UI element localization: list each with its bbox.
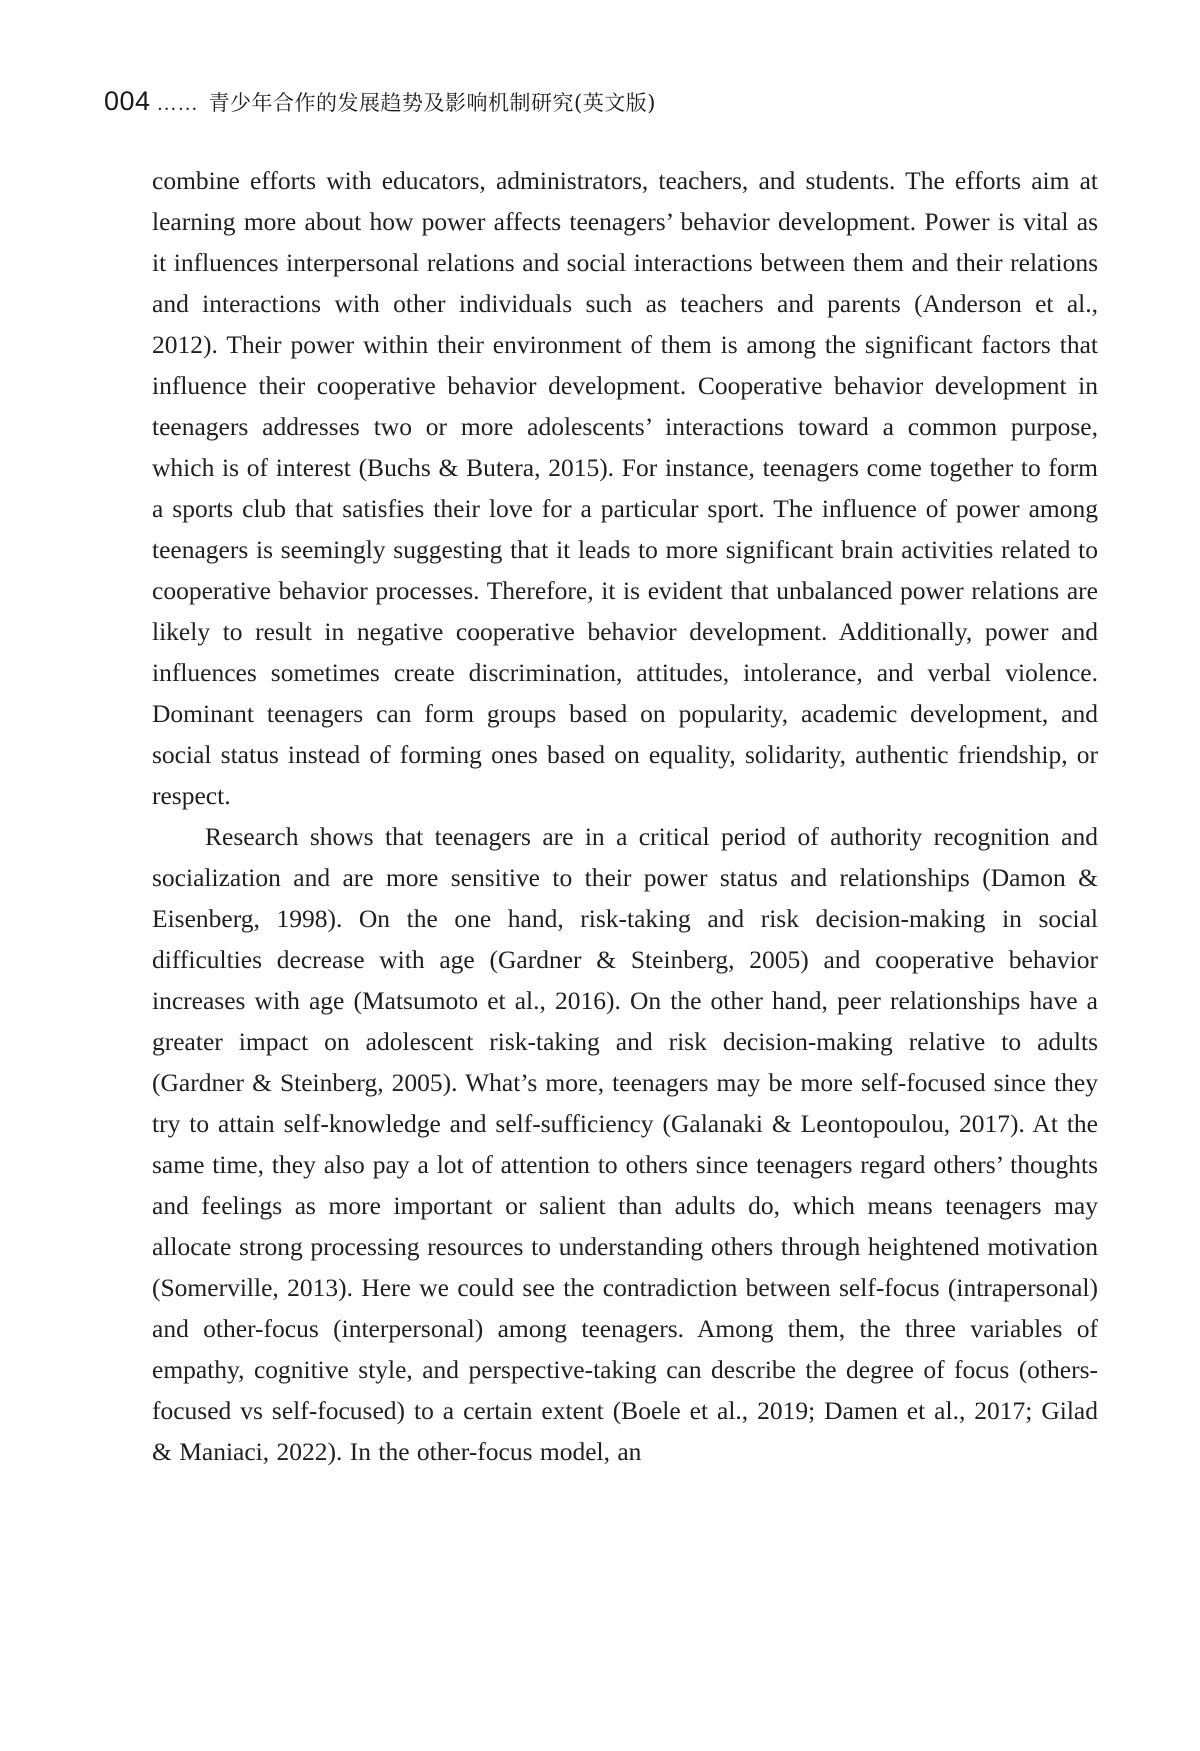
header-leader-dots: …… xyxy=(156,93,199,115)
paragraph: Research shows that teenagers are in a critical period of authority recognition and socialization and are more sensitive to their power status and relationships (Damon & Eisenberg, 1998). On the one hand, risk-taking and risk decision-making in social difficulties decrease with age (Gardner & Steinberg, 2005) and cooperative behavior increases with age (Matsumoto et al., 2016). On the other hand, peer relationships have a greater impact on adolescent risk-taking and risk decision-making relative to adults (Gardner & Steinberg, 2005). What’s more, teenagers may be more self-focused since they try to attain self-knowledge and self-sufficiency (Galanaki & Leontopoulou, 2017). At the same time, they also pay a lot of attention to others since teenagers regard others’ thoughts and feelings as more important or salient than adults do, which means teenagers may allocate strong processing resources to understanding others through heightened motivation (Somerville, 2013). Here we could see the contradiction between self-focus (intrapersonal) and other-focus (interpersonal) among teenagers. Among them, the three variables of empathy, cognitive style, and perspective-taking can describe the degree of focus (others-focused vs self-focused) to a certain extent (Boele et al., 2019; Damen et al., 2017; Gilad & Maniaci, 2022). In the other-focus model, an xyxy=(152,822,1098,1466)
book-title: 青少年合作的发展趋势及影响机制研究(英文版) xyxy=(208,91,656,115)
running-header xyxy=(104,86,1104,126)
page-number: 004 xyxy=(104,86,151,116)
body-text xyxy=(152,160,1098,1472)
paragraph-continued: combine efforts with educators, administrators, teachers, and students. The efforts aim at learning more about how power affects teenagers’ behavior development. Power is vital as it influences interpersonal relations and social interactions between them and their relations and interactions with other individuals such as teachers and parents (Anderson et al., 2012). Their power within their environment of them is among the significant factors that influence their cooperative behavior development. Cooperative behavior development in teenagers addresses two or more adolescents’ interactions toward a common purpose, which is of interest (Buchs & Butera, 2015). For instance, teenagers come together to form a sports club that satisfies their love for a particular sport. The influence of power among teenagers is seemingly suggesting that it leads to more significant brain activities related to cooperative behavior processes. Therefore, it is evident that unbalanced power relations are likely to result in negative cooperative behavior development. Additionally, power and influences sometimes create discrimination, attitudes, intolerance, and verbal violence. Dominant teenagers can form groups based on popularity, academic development, and social status instead of forming ones based on equality, solidarity, authentic friendship, or respect. xyxy=(152,166,1098,810)
